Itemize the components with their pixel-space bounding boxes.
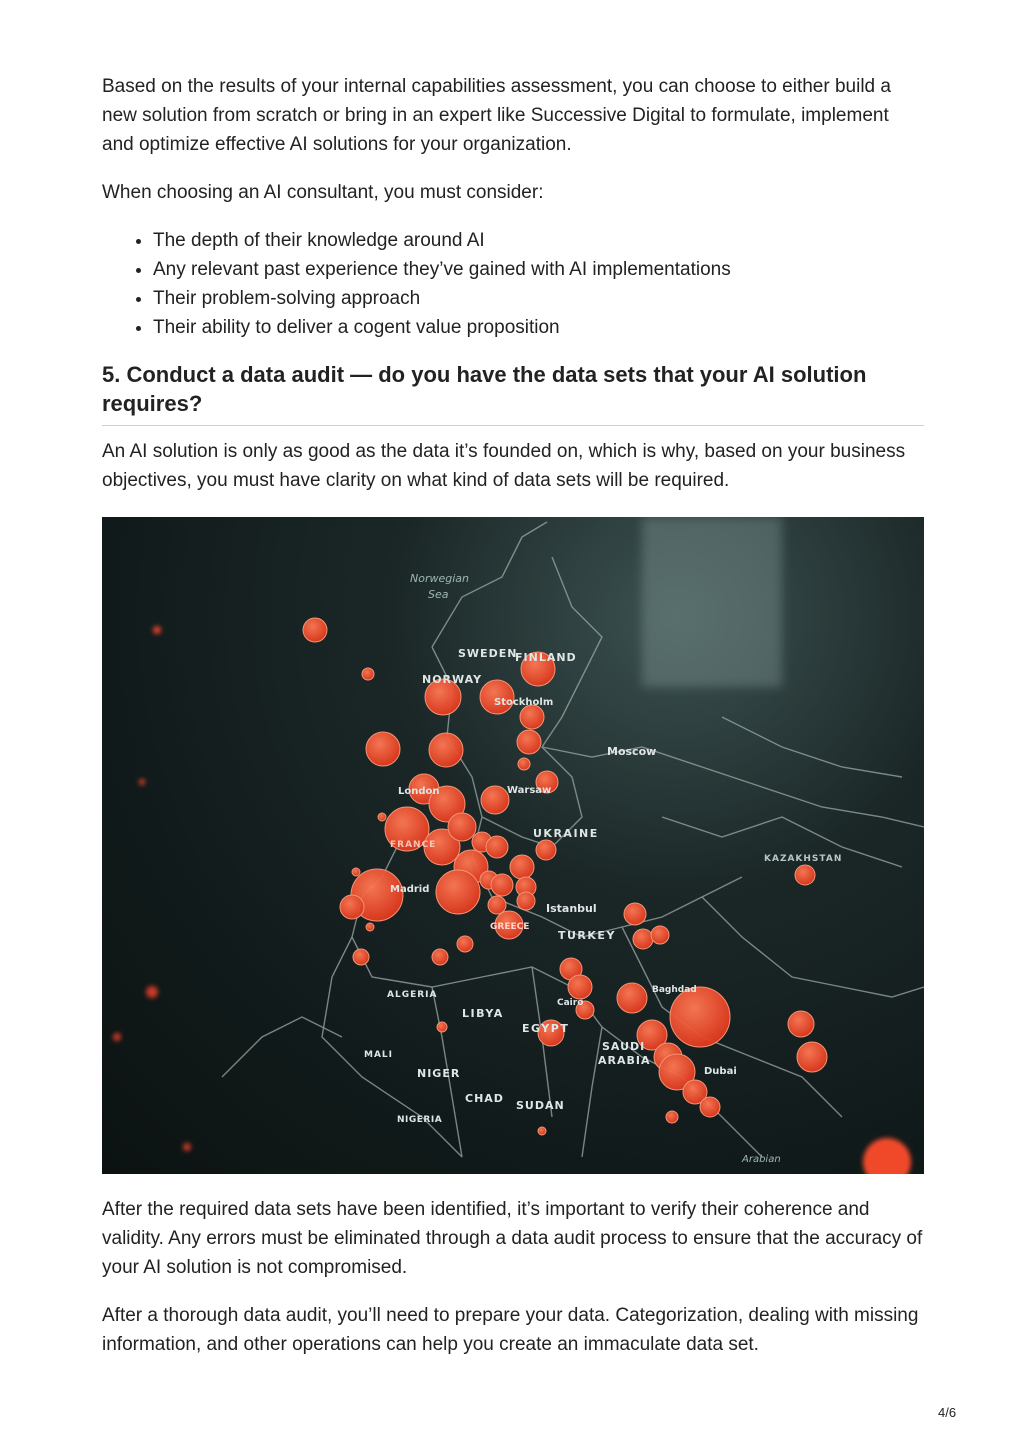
map-label: London bbox=[398, 786, 440, 797]
map-label: ARABIA bbox=[598, 1054, 651, 1067]
map-label: UKRAINE bbox=[533, 827, 599, 840]
data-map-photo bbox=[102, 517, 924, 1174]
map-label: Istanbul bbox=[546, 902, 597, 915]
map-label: CHAD bbox=[465, 1092, 504, 1105]
map-label: SUDAN bbox=[516, 1099, 565, 1112]
map-label: KAZAKHSTAN bbox=[764, 854, 843, 864]
map-label: SAUDI bbox=[602, 1040, 646, 1053]
map-illustration bbox=[102, 517, 924, 1174]
map-label: NORWAY bbox=[422, 673, 483, 686]
map-label: LIBYA bbox=[462, 1007, 504, 1020]
map-label: FINLAND bbox=[515, 651, 577, 664]
map-label: Moscow bbox=[607, 745, 657, 758]
map-label: MALI bbox=[364, 1050, 394, 1060]
verify-paragraph: After the required data sets have been identified, it’s important to verify their coherence and validity. Any errors must be eliminated through a data audit process to ensure that the accuracy of your AI solution is not compromised. bbox=[102, 1199, 923, 1278]
section-heading: 5. Conduct a data audit — do you have the data sets that your AI solution requires? bbox=[102, 360, 924, 426]
map-label: TURKEY bbox=[558, 929, 616, 942]
intro-paragraph: Based on the results of your internal capabilities assessment, you can choose to either build a new solution from scratch or bring in an expert like Successive Digital to formulate, implement and optimize effective AI solutions for your organization. bbox=[102, 76, 891, 155]
map-label: Stockholm bbox=[494, 697, 554, 708]
map-label: Warsaw bbox=[507, 785, 552, 796]
map-label: EGYPT bbox=[522, 1022, 570, 1035]
map-label: GREECE bbox=[490, 922, 530, 932]
map-label: ALGERIA bbox=[387, 990, 438, 1000]
map-label: Norwegian bbox=[410, 572, 469, 585]
prepare-paragraph: After a thorough data audit, you’ll need to prepare your data. Categorization, dealing with missing information, and other operations can help you create an immaculate data set. bbox=[102, 1305, 919, 1355]
map-label: Baghdad bbox=[652, 985, 697, 995]
map-label: NIGER bbox=[417, 1067, 461, 1080]
map-label: Madrid bbox=[390, 884, 430, 895]
map-label: NIGERIA bbox=[397, 1115, 443, 1125]
audit-intro-paragraph: An AI solution is only as good as the data it’s founded on, which is why, based on your business objectives, you must have clarity on what kind of data sets will be required. bbox=[102, 441, 906, 491]
map-label: FRANCE bbox=[390, 840, 437, 850]
list-item: • Their problem-solving approach bbox=[153, 284, 924, 313]
map-label: Sea bbox=[428, 588, 449, 601]
page-number: 4/6 bbox=[938, 1405, 957, 1420]
map-label: Cairo bbox=[557, 998, 584, 1008]
consultant-criteria-list bbox=[102, 226, 924, 342]
list-item: • Any relevant past experience they’ve gained with AI implementations bbox=[153, 255, 924, 284]
map-label: Arabian bbox=[742, 1154, 781, 1165]
map-label: SWEDEN bbox=[458, 647, 518, 660]
list-item: • The depth of their knowledge around AI bbox=[153, 226, 924, 255]
map-label: Dubai bbox=[704, 1066, 737, 1077]
list-item: • Their ability to deliver a cogent value proposition bbox=[153, 313, 924, 342]
article-content bbox=[102, 72, 924, 1359]
consider-paragraph: When choosing an AI consultant, you must consider: bbox=[102, 182, 544, 203]
